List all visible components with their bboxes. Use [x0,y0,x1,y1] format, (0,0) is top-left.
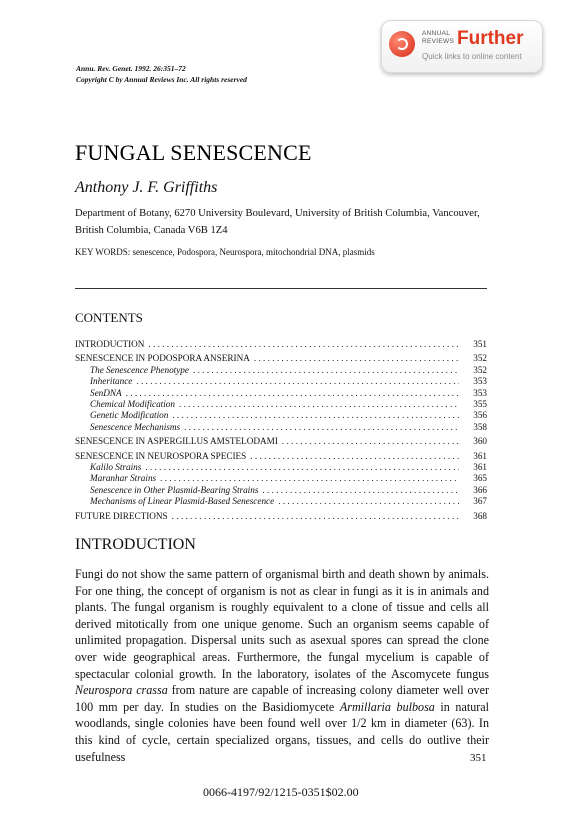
toc-entry-label: SenDNA [90,387,122,398]
toc-page-number: 361 [473,450,487,461]
toc-entry-neurospora[interactable] [75,451,487,462]
paragraph-text: Fungi do not show the same pattern of organismal birth and death shown by animals. For one thing, the concept of organism is not as clear in fungi as it is in animals and plants. The fungal organism is roughly equivalent to a clone of tissue and cells all derived mitotically from one unique genome. Such an organism seems capable of unlimited propagation. Dispersal units such as asexual spores can spread the clone over wide geographical areas. Furthermore, the fungal mycelium is capable of spectacular colonial growth. In the laboratory, isolates of the Ascomycete fungus [75,567,489,681]
further-links-badge[interactable] [381,20,543,73]
author-name: Anthony J. F. Griffiths [75,179,218,196]
divider-rule [75,288,487,289]
table-of-contents [75,339,487,522]
toc-leader-dots [172,511,459,522]
toc-entry-future-directions[interactable] [75,511,487,522]
introduction-paragraph [75,566,489,765]
toc-entry-maranhar-strains[interactable] [75,473,487,484]
toc-leader-dots [250,451,459,462]
toc-entry-senescence-mechanisms[interactable] [75,422,487,433]
toc-entry-genetic-modification[interactable] [75,410,487,421]
toc-page-number: 368 [473,510,487,521]
toc-entry-label: Genetic Modification [90,410,169,421]
toc-page-number: 367 [473,496,487,507]
page-number: 351 [470,752,487,764]
toc-page-number: 360 [473,436,487,447]
toc-leader-dots [136,376,459,387]
keywords: KEY WORDS: senescence, Podospora, Neurospora, mitochondrial DNA, plasmids [75,247,375,257]
toc-leader-dots [254,353,459,364]
toc-leader-dots [193,365,459,376]
toc-entry-podospora[interactable] [75,353,487,364]
toc-page-number: 355 [473,399,487,410]
paragraph-text: from nature are capable of increasing colony diameter well over 100 mm per day. In studies on the Basidiomycete [75,683,489,714]
toc-entry-sendna[interactable] [75,388,487,399]
toc-entry-label: Inheritance [90,376,133,387]
badge-annual-reviews-label [422,30,454,46]
toc-entry-kalilo-strains[interactable] [75,462,487,473]
toc-page-number: 361 [473,462,487,473]
toc-leader-dots [184,422,459,433]
journal-citation: Annu. Rev. Genet. 1992. 26:351–72 [76,64,186,73]
toc-entry-label: INTRODUCTION [75,339,145,349]
introduction-heading: INTRODUCTION [75,536,196,553]
toc-entry-other-plasmid-strains[interactable] [75,485,487,496]
toc-leader-dots [160,473,459,484]
badge-reviews-text: REVIEWS [422,38,455,45]
toc-entry-label: Mechanisms of Linear Plasmid-Based Senescence [90,496,275,507]
toc-entry-label: SENESCENCE IN NEUROSPORA SPECIES [75,450,247,461]
toc-leader-dots [145,462,459,473]
journal-reference [76,63,247,85]
toc-page-number: 352 [473,353,487,364]
species-name-armillaria: Armillaria bulbosa [339,699,435,714]
article-title: FUNGAL SENESCENCE [75,140,312,165]
toc-page-number: 352 [473,364,487,375]
toc-entry-senescence-phenotype[interactable] [75,365,487,376]
toc-entry-linear-plasmid-senescence[interactable] [75,496,487,507]
toc-entry-introduction[interactable] [75,339,487,350]
toc-entry-label: Senescence in Other Plasmid-Bearing Strains [90,484,259,495]
species-name-neurospora: Neurospora crassa [75,683,168,698]
toc-entry-label: Senescence Mechanisms [90,421,181,432]
toc-leader-dots [126,388,459,399]
contents-heading: CONTENTS [75,310,143,325]
toc-entry-inheritance[interactable] [75,376,487,387]
toc-entry-label: The Senescence Phenotype [90,364,189,375]
toc-leader-dots [148,339,459,350]
toc-leader-dots [278,496,459,507]
toc-entry-label: Kalilo Strains [90,462,142,473]
badge-subtitle[interactable]: Quick links to online content [422,52,522,61]
toc-leader-dots [172,410,459,421]
toc-leader-dots [262,485,459,496]
toc-page-number: 366 [473,484,487,495]
copyright-notice: Copyright C by Annual Reviews Inc. All rights reserved [76,75,247,84]
toc-leader-dots [282,436,459,447]
toc-entry-chemical-modification[interactable] [75,399,487,410]
toc-entry-label: Chemical Modification [90,399,175,410]
toc-page-number: 351 [473,339,487,349]
toc-page-number: 358 [473,421,487,432]
toc-entry-aspergillus[interactable] [75,436,487,447]
toc-entry-label: Maranhar Strains [90,473,157,484]
toc-entry-label: FUTURE DIRECTIONS [75,510,168,521]
toc-entry-label: SENESCENCE IN ASPERGILLUS AMSTELODAMI [75,436,278,447]
badge-further-label[interactable]: Further [457,28,524,49]
toc-page-number: 353 [473,387,487,398]
annual-reviews-logo-icon[interactable] [389,31,415,57]
toc-page-number: 365 [473,473,487,484]
footer-price-code: 0066-4197/92/1215-0351$02.00 [203,785,359,799]
toc-entry-label: SENESCENCE IN PODOSPORA ANSERINA [75,353,250,364]
badge-annual-text: ANNUAL [422,30,451,37]
toc-leader-dots [179,399,459,410]
toc-page-number: 356 [473,410,487,421]
author-affiliation: Department of Botany, 6270 University Boulevard, University of British Columbia, Vancouver, British Columbia, Canada V6B 1Z4 [75,208,480,236]
paragraph-text: in natural woodlands, single colonies have been found well over 1/2 km in diameter (63). In this kind of cycle, certain specialized organs, tissues, and cells do outlive their usefulness [75,699,489,764]
toc-page-number: 353 [473,376,487,387]
